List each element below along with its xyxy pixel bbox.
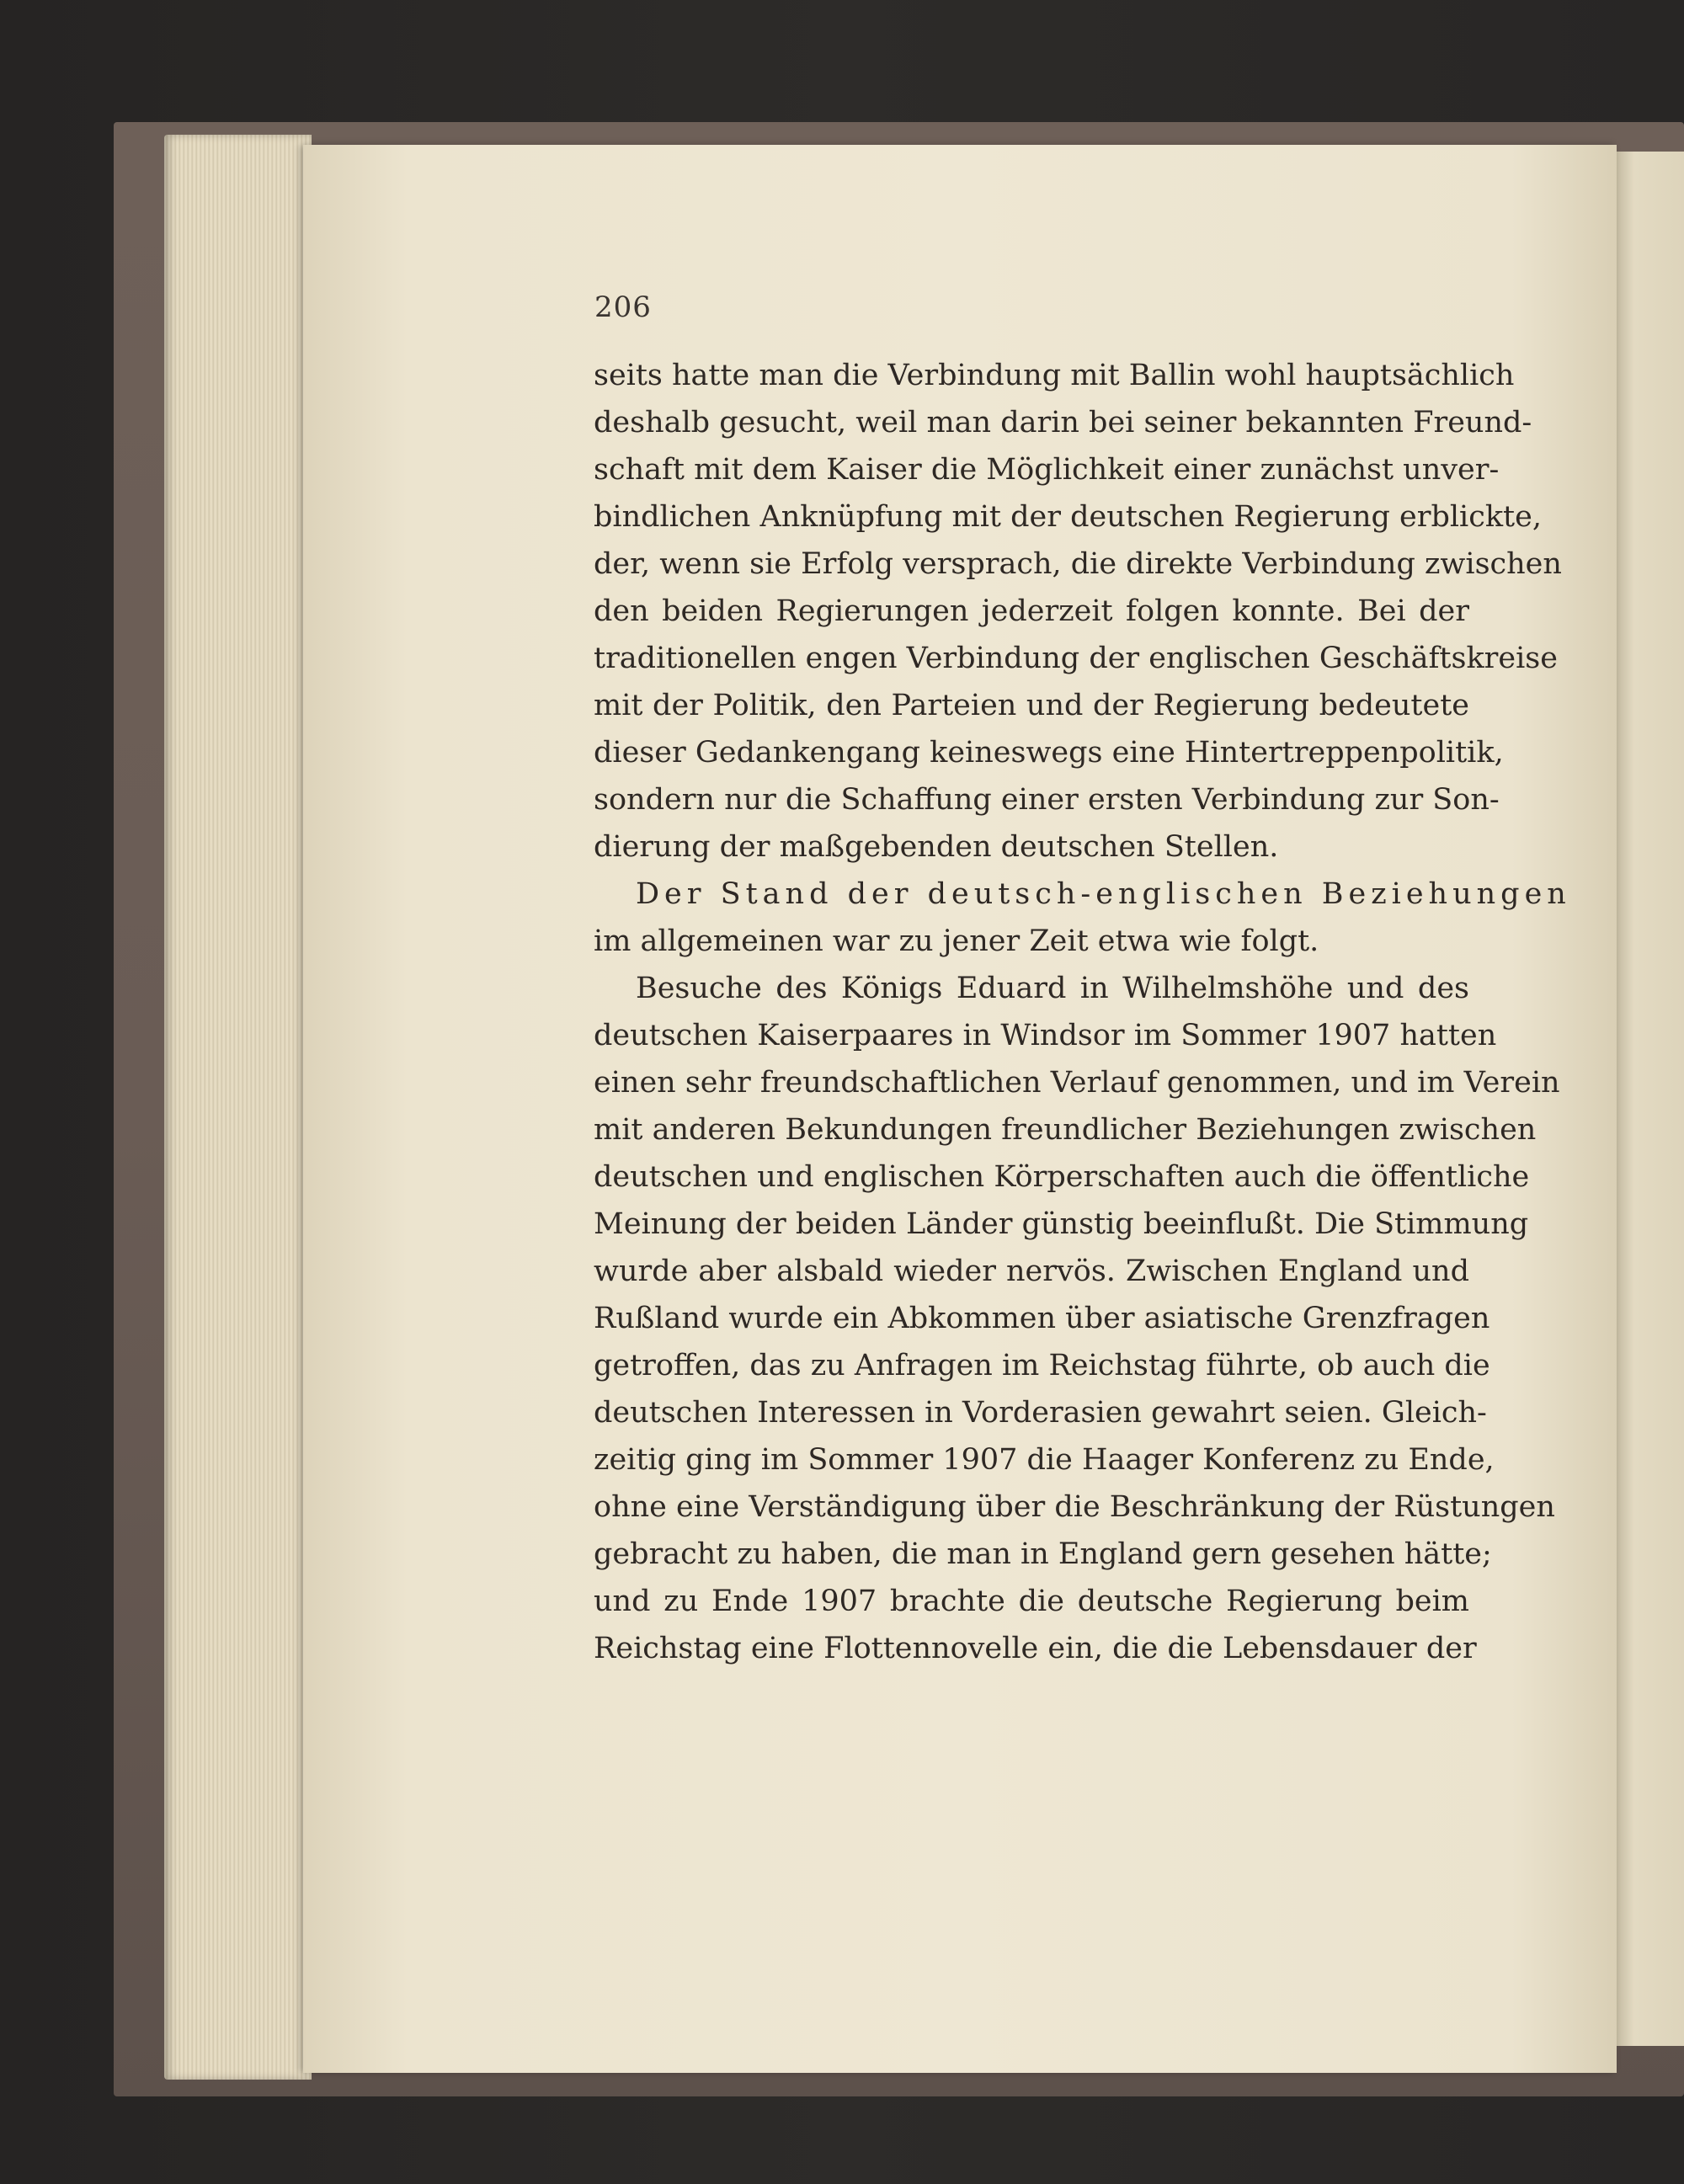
text-line: wurde aber alsbald wieder nervös. Zwischen England und <box>594 1254 1469 1288</box>
text-line: mit der Politik, den Parteien und der Regierung bedeutete <box>594 689 1469 722</box>
text-line: getroffen, das zu Anfragen im Reichstag führte, ob auch die <box>594 1349 1490 1382</box>
text-line: und zu Ende 1907 brachte die deutsche Regierung beim <box>594 1585 1469 1618</box>
text-line: Rußland wurde ein Abkommen über asiatische Grenzfragen <box>594 1302 1490 1335</box>
text-line: seits hatte man die Verbindung mit Ballin wohl hauptsächlich <box>594 359 1515 392</box>
text-line: Der Stand der deutsch-englischen Beziehungen <box>636 877 1571 911</box>
text-line: dierung der maßgebenden deutschen Stellen. <box>594 830 1279 864</box>
text-line: deutschen Kaiserpaares in Windsor im Sommer 1907 hatten <box>594 1019 1497 1052</box>
text-line: der, wenn sie Erfolg versprach, die direkte Verbindung zwischen <box>594 547 1562 581</box>
text-line: deshalb gesucht, weil man darin bei seiner bekannten Freund- <box>594 406 1532 439</box>
text-line: einen sehr freundschaftlichen Verlauf genommen, und im Verein <box>594 1066 1560 1100</box>
text-line: gebracht zu haben, die man in England gern gesehen hätte; <box>594 1537 1492 1571</box>
text-line: sondern nur die Schaffung einer ersten Verbindung zur Son- <box>594 783 1500 817</box>
body-text <box>594 352 1571 1672</box>
text-line: schaft mit dem Kaiser die Möglichkeit einer zunächst unver- <box>594 453 1500 487</box>
text-line: den beiden Regierungen jederzeit folgen konnte. Bei der <box>594 594 1469 628</box>
page-number: 206 <box>594 290 652 324</box>
text-line: im allgemeinen war zu jener Zeit etwa wie folgt. <box>594 924 1319 958</box>
text-line: bindlichen Anknüpfung mit der deutschen Regierung erblickte, <box>594 500 1542 534</box>
text-line: zeitig ging im Sommer 1907 die Haager Konferenz zu Ende, <box>594 1443 1495 1477</box>
text-line: dieser Gedankengang keineswegs eine Hintertreppenpolitik, <box>594 736 1504 770</box>
text-line: deutschen und englischen Körperschaften auch die öffentliche <box>594 1160 1530 1194</box>
page-block-edges <box>164 135 312 2080</box>
text-line: Besuche des Königs Eduard in Wilhelmshöhe und des <box>636 972 1469 1005</box>
text-line: mit anderen Bekundungen freundlicher Beziehungen zwischen <box>594 1113 1537 1147</box>
text-line: Reichstag eine Flottennovelle ein, die die Lebensdauer der <box>594 1632 1477 1665</box>
text-line: deutschen Interessen in Vorderasien gewahrt seien. Gleich- <box>594 1396 1487 1430</box>
text-line: traditionellen engen Verbindung der englischen Geschäftskreise <box>594 642 1558 675</box>
text-line: ohne eine Verständigung über die Beschränkung der Rüstungen <box>594 1490 1555 1524</box>
text-line: Meinung der beiden Länder günstig beeinflußt. Die Stimmung <box>594 1207 1529 1241</box>
facing-page-edge <box>1612 152 1684 2046</box>
